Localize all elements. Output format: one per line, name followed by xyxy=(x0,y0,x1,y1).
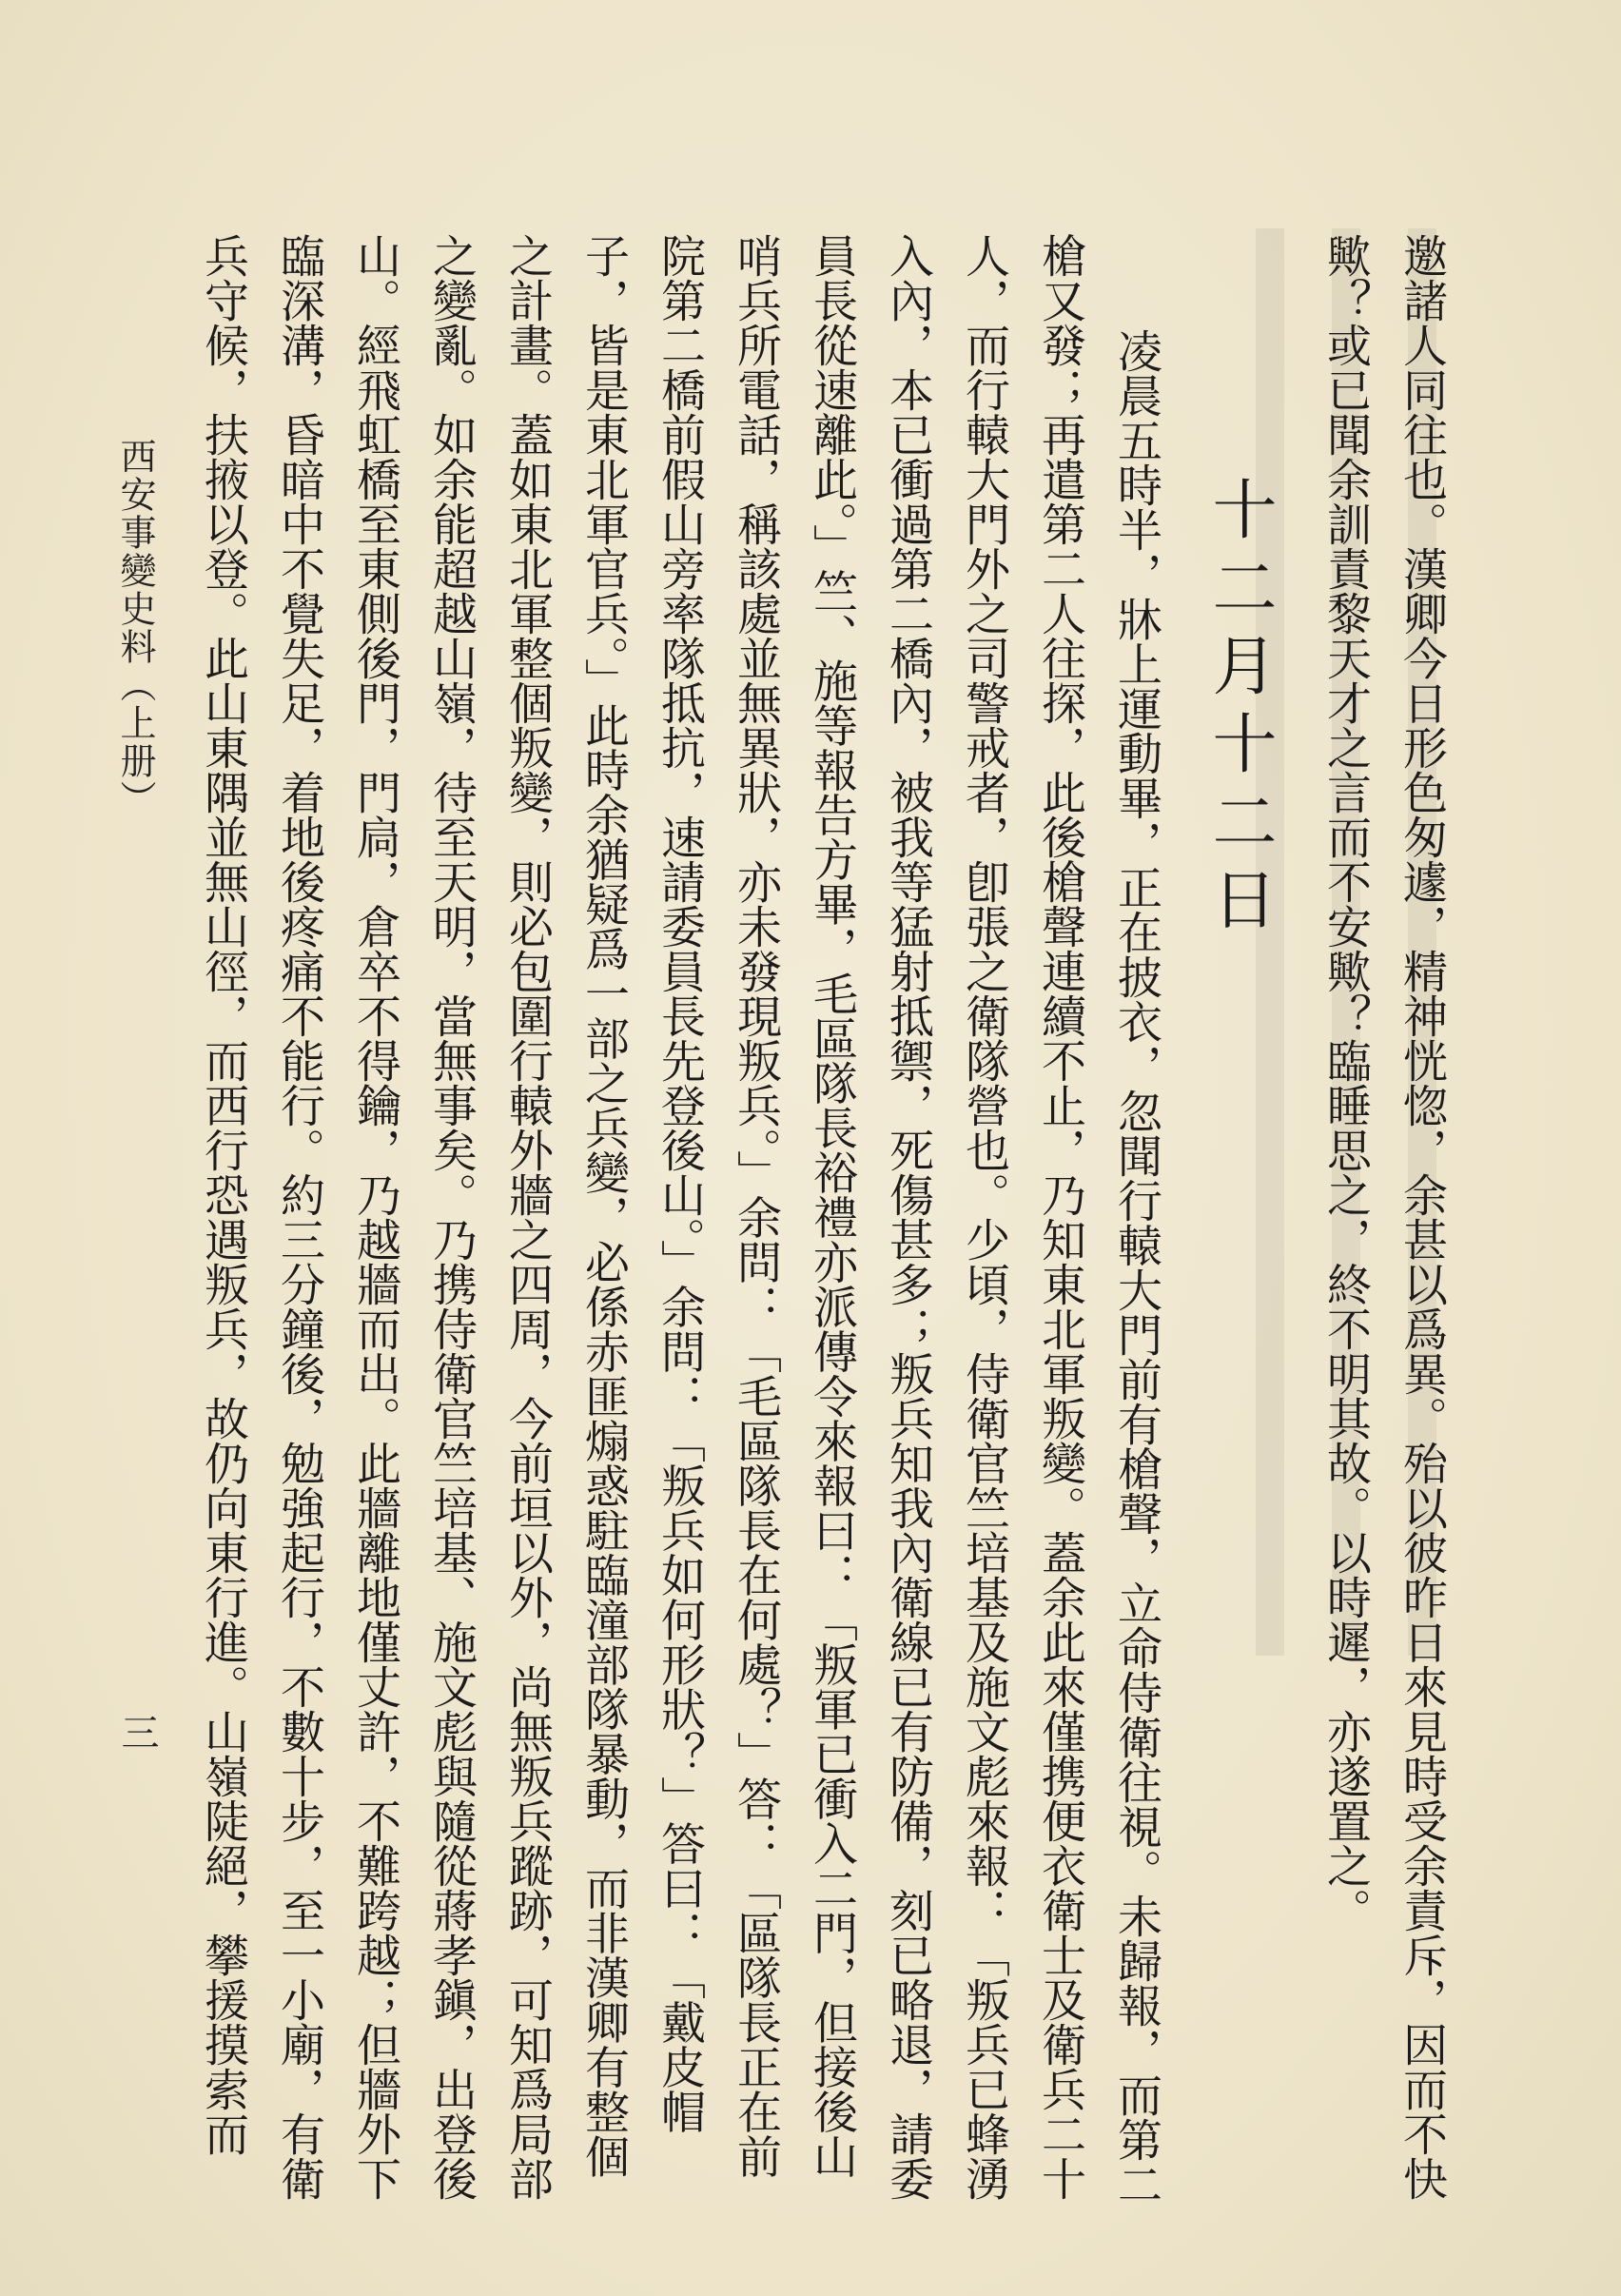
body-column-4: 入內，本已衝過第二橋內，被我等猛射抵禦，死傷甚多；叛兵知我內衛線已有防備，刻已略退，請委 xyxy=(882,233,934,2201)
book-title-footer: 西安事變史料（上册） xyxy=(114,438,156,818)
body-column-7: 院第二橋前假山旁率隊抵抗，速請委員長先登後山。」余問：「叛兵如何形狀？」答曰：「戴皮帽 xyxy=(654,233,706,2134)
body-column-11: 山。經飛虹橋至東側後門，門扃，倉卒不得鑰，乃越牆而出。此牆離地僅丈許，不難跨越；但牆外下 xyxy=(349,233,401,2201)
body-column-5: 員長從速離此。」竺、施等報告方畢，毛區隊長裕禮亦派傳令來報曰：「叛軍已衝入二門，但接後山 xyxy=(806,233,858,2179)
body-column-10: 之變亂。如余能超越山嶺，待至天明，當無事矣。乃携侍衛官竺培基、施文彪與隨從蔣孝鎭，出登後 xyxy=(425,233,478,2201)
text-column-2: 歟？或已聞余訓責黎天才之言而不安歟？臨睡思之，終不明其故。以時遲，亦遂置之。 xyxy=(1319,233,1372,1933)
body-column-9: 之計畫。蓋如東北軍整個叛變，則必包圍行轅外牆之四周，今前垣以外，尚無叛兵蹤跡，可知爲局部 xyxy=(501,233,554,2201)
page-number: 三 xyxy=(115,1713,159,1751)
body-column-1: 凌晨五時半，牀上運動畢，正在披衣，忽聞行轅大門前有槍聲，立命侍衛往視。未歸報，而第二 xyxy=(1110,328,1162,2207)
text-column-1: 邀諸人同往也。漢卿今日形色匆遽，精神恍惚，余甚以爲異。殆以彼昨日來見時受余責斥，因而不快 xyxy=(1396,233,1448,2201)
body-column-2: 槍又發；再遣第二人往探，此後槍聲連續不止，乃知東北軍叛變。蓋余此來僅携便衣衛士及衛兵二十 xyxy=(1034,233,1086,2201)
body-column-3: 人，而行轅大門外之司警戒者，卽張之衛隊營也。少頃，侍衛官竺培基及施文彪來報：「叛兵已蜂湧 xyxy=(958,233,1010,2201)
body-column-13: 兵守候，扶掖以登。此山東隅並無山徑，而西行恐遇叛兵，故仍向東行進。山嶺陡絕，攀援摸索而 xyxy=(197,233,249,2156)
body-column-8: 子，皆是東北軍官兵。」此時余猶疑爲一部之兵變，必係赤匪煽惑駐臨潼部隊暴動，而非漢卿有整個 xyxy=(577,233,630,2179)
section-title: 十二月十二日 xyxy=(1201,476,1277,944)
body-column-6: 哨兵所電話，稱該處並無異狀，亦未發現叛兵。」余問：「毛區隊長在何處？」答：「區隊長正在前 xyxy=(730,233,782,2179)
body-column-12: 臨深溝，昏暗中不覺失足，着地後疼痛不能行。約三分鐘後，勉強起行，不數十步，至一小廟，有衛 xyxy=(273,233,325,2201)
